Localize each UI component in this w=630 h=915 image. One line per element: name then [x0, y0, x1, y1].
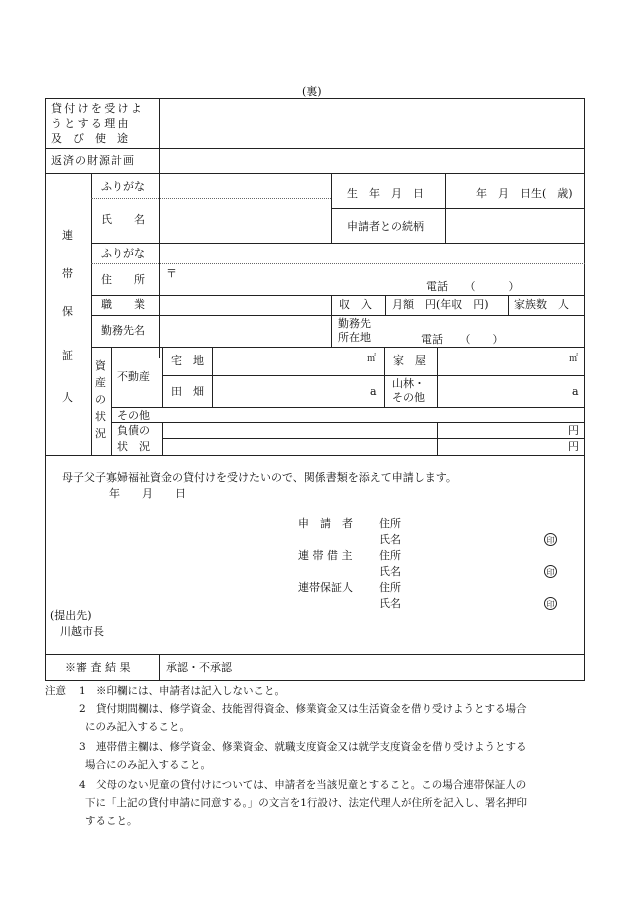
forest-label: 山林・: [392, 377, 425, 390]
guarantor-side-char: 帯: [62, 267, 73, 280]
tel-label: 電話 （ ）: [426, 280, 520, 293]
family-count: 家族数 人: [514, 298, 569, 311]
realestate-label: 不動産: [117, 370, 150, 383]
reason-label-line3: 及 び 使 途: [51, 132, 128, 145]
note-line: ※印欄には、申請者は記入しないこと。: [96, 685, 285, 697]
furigana2-label: ふりがな: [101, 247, 145, 260]
residential-label: 宅 地: [171, 354, 204, 367]
guarantor-side-char: 連: [62, 229, 73, 242]
seal-mark: 印: [544, 597, 557, 610]
signer-role: 連 帯 借 主: [298, 549, 353, 562]
assets-side-char: 況: [95, 427, 106, 440]
name-label: 氏 名: [101, 213, 145, 226]
income-label: 収 入: [339, 298, 372, 311]
note-line: 場合にのみ記入すること。: [85, 759, 211, 771]
job-label: 職 業: [101, 298, 145, 311]
note-line: にのみ記入すること。: [85, 721, 190, 733]
workplace-addr-label: 所在地: [338, 331, 371, 344]
repay-field[interactable]: [160, 149, 584, 173]
birth-label: 生 年 月 日: [347, 187, 424, 200]
m2-unit: ㎡: [569, 354, 579, 364]
guarantor-side-char: 保: [62, 305, 73, 318]
are-unit: a: [370, 385, 377, 398]
assets-side-char: 産: [95, 376, 106, 389]
declaration-text: 母子父子寡婦福祉資金の貸付けを受けたいので、関係書類を添えて申請します。: [62, 471, 457, 484]
guarantor-side-char: 証: [62, 349, 73, 362]
note-number: 1: [79, 685, 86, 697]
assets-side-char: 資: [95, 359, 106, 372]
other-label: その他: [117, 409, 150, 422]
reason-label-line2: うとする理由: [51, 117, 131, 130]
forest-label: その他: [392, 391, 425, 404]
signer-role: 連帯保証人: [298, 581, 353, 594]
repay-label: 返済の財源計画: [51, 154, 135, 167]
notes-label: 注意: [45, 685, 66, 697]
address-field[interactable]: [160, 264, 584, 294]
yen-unit: 円: [568, 424, 579, 437]
relation-label: 申請者との続柄: [347, 220, 424, 233]
application-date: 年 月 日: [109, 487, 186, 500]
furigana-label: ふりがな: [101, 180, 145, 193]
signer-addr-label: 住所: [379, 581, 401, 594]
note-number: 3: [79, 741, 86, 753]
seal-mark: 印: [544, 565, 557, 578]
house-label: 家 屋: [393, 354, 426, 367]
signer-addr-label: 住所: [379, 517, 401, 530]
signer-name-label: 氏名: [379, 565, 401, 578]
note-line: すること。: [85, 815, 138, 827]
yen-unit: 円: [568, 440, 579, 453]
signer-name-label: 氏名: [379, 533, 401, 546]
assets-side-char: の: [95, 393, 106, 406]
submit-label: (提出先): [50, 609, 92, 622]
debt-label: 負債の: [117, 424, 150, 437]
relation-field[interactable]: [446, 209, 584, 242]
note-line: 下に「上記の貸付申請に同意する。」の文言を1行設け、法定代理人が住所を記入し、署名押印: [85, 797, 528, 809]
name-field[interactable]: [160, 199, 330, 242]
are-unit: a: [572, 385, 579, 398]
signer-role: 申 請 者: [298, 517, 353, 530]
assets-side-char: 状: [95, 410, 106, 423]
tel2-label: 電話 （ ）: [421, 333, 504, 346]
workplace-label: 勤務先名: [101, 324, 145, 337]
review-value: 承認・不承認: [166, 661, 232, 674]
page-title: (裏): [302, 85, 322, 98]
note-line: 父母のない児童の貸付けについては、申請者を当該児童とすること。この場合連帯保証人の: [96, 779, 527, 791]
debt-label: 状 況: [117, 440, 150, 453]
reason-field[interactable]: [160, 99, 584, 148]
note-number: 2: [79, 703, 86, 715]
m2-unit: ㎡: [367, 354, 377, 364]
submit-to: 川越市長: [60, 625, 104, 638]
note-line: 連帯借主欄は、修学資金、修業資金、就職支度資金又は就学支度資金を借り受けようとする: [96, 741, 527, 753]
note-line: 貸付期間欄は、修学資金、技能習得資金、修業資金又は生活資金を借り受けようとする場合: [96, 703, 527, 715]
address-label: 住 所: [101, 273, 145, 286]
seal-mark: 印: [544, 533, 557, 546]
farmland-label: 田 畑: [171, 385, 204, 398]
signer-name-label: 氏名: [379, 597, 401, 610]
reason-label-line1: 貸付けを受けよ: [51, 102, 145, 115]
signer-addr-label: 住所: [379, 549, 401, 562]
note-number: 4: [79, 779, 86, 791]
workplace-addr-label: 勤務先: [338, 317, 371, 330]
birth-value: 年 月 日生( 歳): [476, 187, 573, 200]
guarantor-side-char: 人: [62, 391, 73, 404]
review-label: ※審 査 結 果: [65, 661, 131, 674]
monthly-income: 月額 円(年収 円): [392, 298, 489, 311]
postal-mark: 〒: [166, 267, 177, 280]
